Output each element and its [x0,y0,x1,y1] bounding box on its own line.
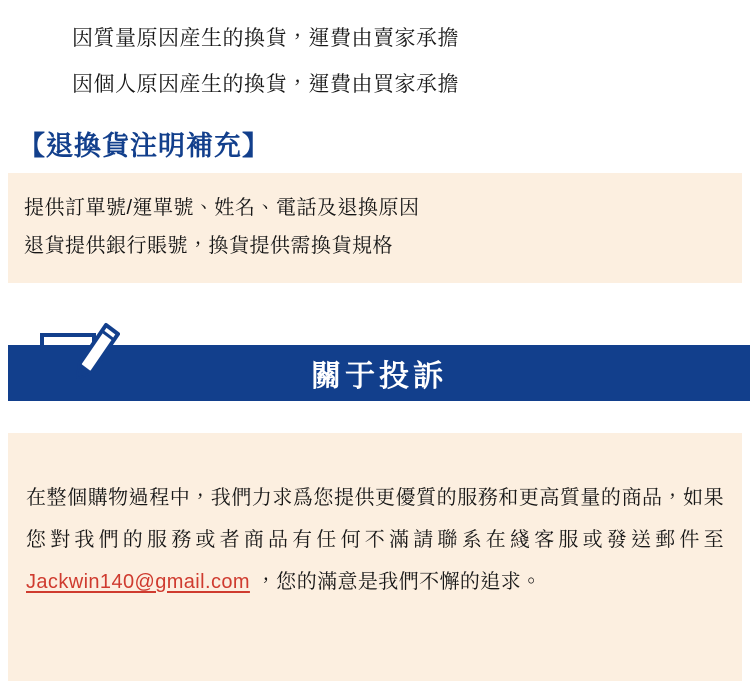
complaint-banner [0,345,750,409]
complaint-text-before-email: 在整個購物過程中，我們力求爲您提供更優質的服務和更高質量的商品，如果您對我們的服務或者商品有任何不滿請聯系在綫客服或發送郵件至 [26,487,724,551]
policy-line: 因質量原因産生的換貨，運費由賣家承擔 [72,27,459,50]
complaint-body [8,433,742,681]
shipping-policy-list [0,0,750,108]
complaint-text-after-email: ，您的滿意是我們不懈的追求。 [249,571,542,593]
return-note-line: 退貨提供銀行賬號，換貨提供需換貨規格 [24,235,393,257]
complaint-banner-title: 關于投訴 [311,360,447,393]
return-note-block [8,173,742,283]
pencil-note-icon [36,317,120,401]
return-note-line: 提供訂單號/運單號、姓名、電話及退換原因 [24,197,420,219]
return-note-heading: 【退換貨注明補充】 [18,131,270,161]
policy-line: 因個人原因産生的換貨，運費由買家承擔 [72,73,459,96]
complaint-paragraph [26,477,724,603]
support-email-link[interactable]: Jackwin140@gmail.com [26,571,250,593]
